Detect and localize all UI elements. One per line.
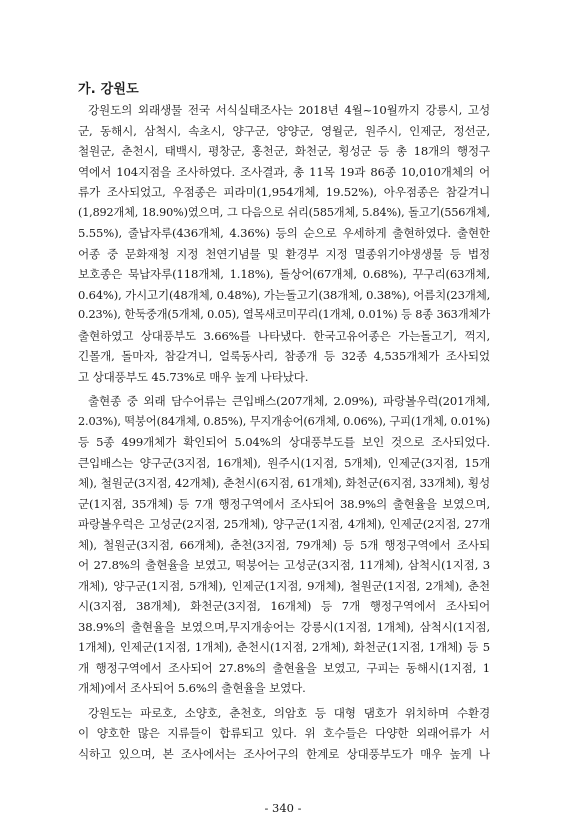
text-line: 군, 동해시, 삼척시, 속초시, 양구군, 양양군, 영월군, 원주시, 인제군, 정선군, [78,123,490,138]
text-line: 식하고 있으며, 본 조사에서는 조사어구의 한계로 상대풍부도가 매우 높게 나 [78,746,490,761]
text-line: 체), 철원군(3지점, 42개체), 춘천시(6지점, 61개체), 화천군(6지점, 33개체), 횡성 [78,476,490,490]
paragraph-1 [78,100,490,387]
text-line: 어종 중 문화재청 지정 천연기념물 및 환경부 지정 멸종위기야생생물 등 법정 [78,246,490,261]
text-line: 개 행정구역에서 조사되어 27.8%의 출현율을 보였고, 구피는 동해시(1지점, 1 [78,660,490,675]
body-text [78,100,490,764]
text-line: 어 27.8%의 출현율을 보였고, 떡붕어는 고성군(3지점, 11개체), 삼척시(1지점, 3 [78,558,490,572]
text-line: 큰입배스는 양구군(3지점, 16개체), 원주시(1지점, 5개체), 인제군(3지점, 15개 [78,455,490,470]
paragraph-2 [78,391,490,699]
text-line: 2.03%), 떡붕어(84개체, 0.85%), 무지개송어(6개체, 0.06%), 구피(1개체, 0.01%) [78,414,490,428]
text-line: 개체)에서 조사되어 5.6%의 출현율을 보였다. [78,681,306,695]
text-line: 이 양호한 많은 지류들이 합류되고 있다. 위 호수들은 다양한 외래어류가 서 [78,726,490,740]
text-line: 보호종은 묵납자루(118개체, 1.18%), 돌상어(67개체, 0.68%), 꾸구리(63개체, [78,267,490,281]
text-line: 고 상대풍부도 45.73%로 매우 높게 나타났다. [78,369,309,384]
text-line: 강원도는 파로호, 소양호, 춘천호, 의암호 등 대형 댐호가 위치하며 수환경 [88,705,490,720]
text-line: 개체), 양구군(1지점, 5개체), 인제군(1지점, 9개체), 철원군(1지점, 2개체), 춘천 [78,578,490,593]
text-line: 파랑볼우럭은 고성군(2지점, 25개체), 양구군(1지점, 4개체), 인제군(2지점, 27개 [78,517,490,531]
text-line: 0.64%), 가시고기(48개체, 0.48%), 가는돌고기(38개체, 0.38%), 어름치(23개체, [78,287,491,302]
text-line: 군(1지점, 35개체) 등 7개 행정구역에서 조사되어 38.9%의 출현율을 보였으며, [78,496,490,511]
text-line: 시(3지점, 38개체), 화천군(3지점, 16개체) 등 7개 행정구역에서 조사되어 [78,599,490,613]
page-number: - 340 - [264,801,302,815]
text-line: 등 5종 499개체가 확인되어 5.04%의 상대풍부도를 보인 것으로 조사되었다. [78,435,490,449]
text-line: 출현종 중 외래 담수어류는 큰입배스(207개체, 2.09%), 파랑볼우럭(201개체, [88,394,490,408]
text-line: 강원도의 외래생물 전국 서식실태조사는 2018년 4월~10월까지 강릉시, 고성 [88,103,490,117]
text-line: 철원군, 춘천시, 태백시, 평창군, 홍천군, 화천군, 횡성군 등 총 18개의 행정구 [78,144,490,158]
text-line: 0.23%), 한둑중개(5개체, 0.05), 열목새코미꾸리(1개체, 0.01%) 등 8종 363개체가 [78,308,490,321]
text-line: 긴몰개, 돌마자, 참갈겨니, 얼룩동사리, 참종개 등 32종 4,535개체가 조사되었 [78,349,490,363]
text-line: 역에서 104지점을 조사하였다. 조사결과, 총 11목 19과 86종 10,010개체의 어 [78,164,490,179]
text-line: 류가 조사되었고, 우점종은 피라미(1,954개체, 19.52%), 아우점종은 참갈겨니 [78,185,490,199]
paragraph-3 [78,703,490,765]
text-line: 출현하였고 상대풍부도 3.66%를 나타냈다. 한국고유어종은 가는돌고기, 꺽지, [78,328,490,343]
section-heading: 가. 강원도 [78,82,139,97]
text-line: 38.9%의 출현율을 보였으며,무지개송어는 강릉시(1지점, 1개체), 삼척시(1지점, [78,619,490,634]
text-line: 1개체), 인제군(1지점, 1개체), 춘천시(1지점, 2개체), 화천군(1지점, 1개체) 등 5 [78,640,490,654]
text-line: 체), 철원군(3지점, 66개체), 춘천(3지점, 79개체) 등 5개 행정구역에서 조사되 [78,537,490,552]
text-line: (1,892개체, 18.90%)였으며, 그 다음으로 쉬리(585개체, 5.84%), 돌고기(556개체, [78,205,490,219]
text-line: 5.55%), 줄납자루(436개체, 4.36%) 등의 순으로 우세하게 출현하였다. 출현한 [78,226,490,240]
